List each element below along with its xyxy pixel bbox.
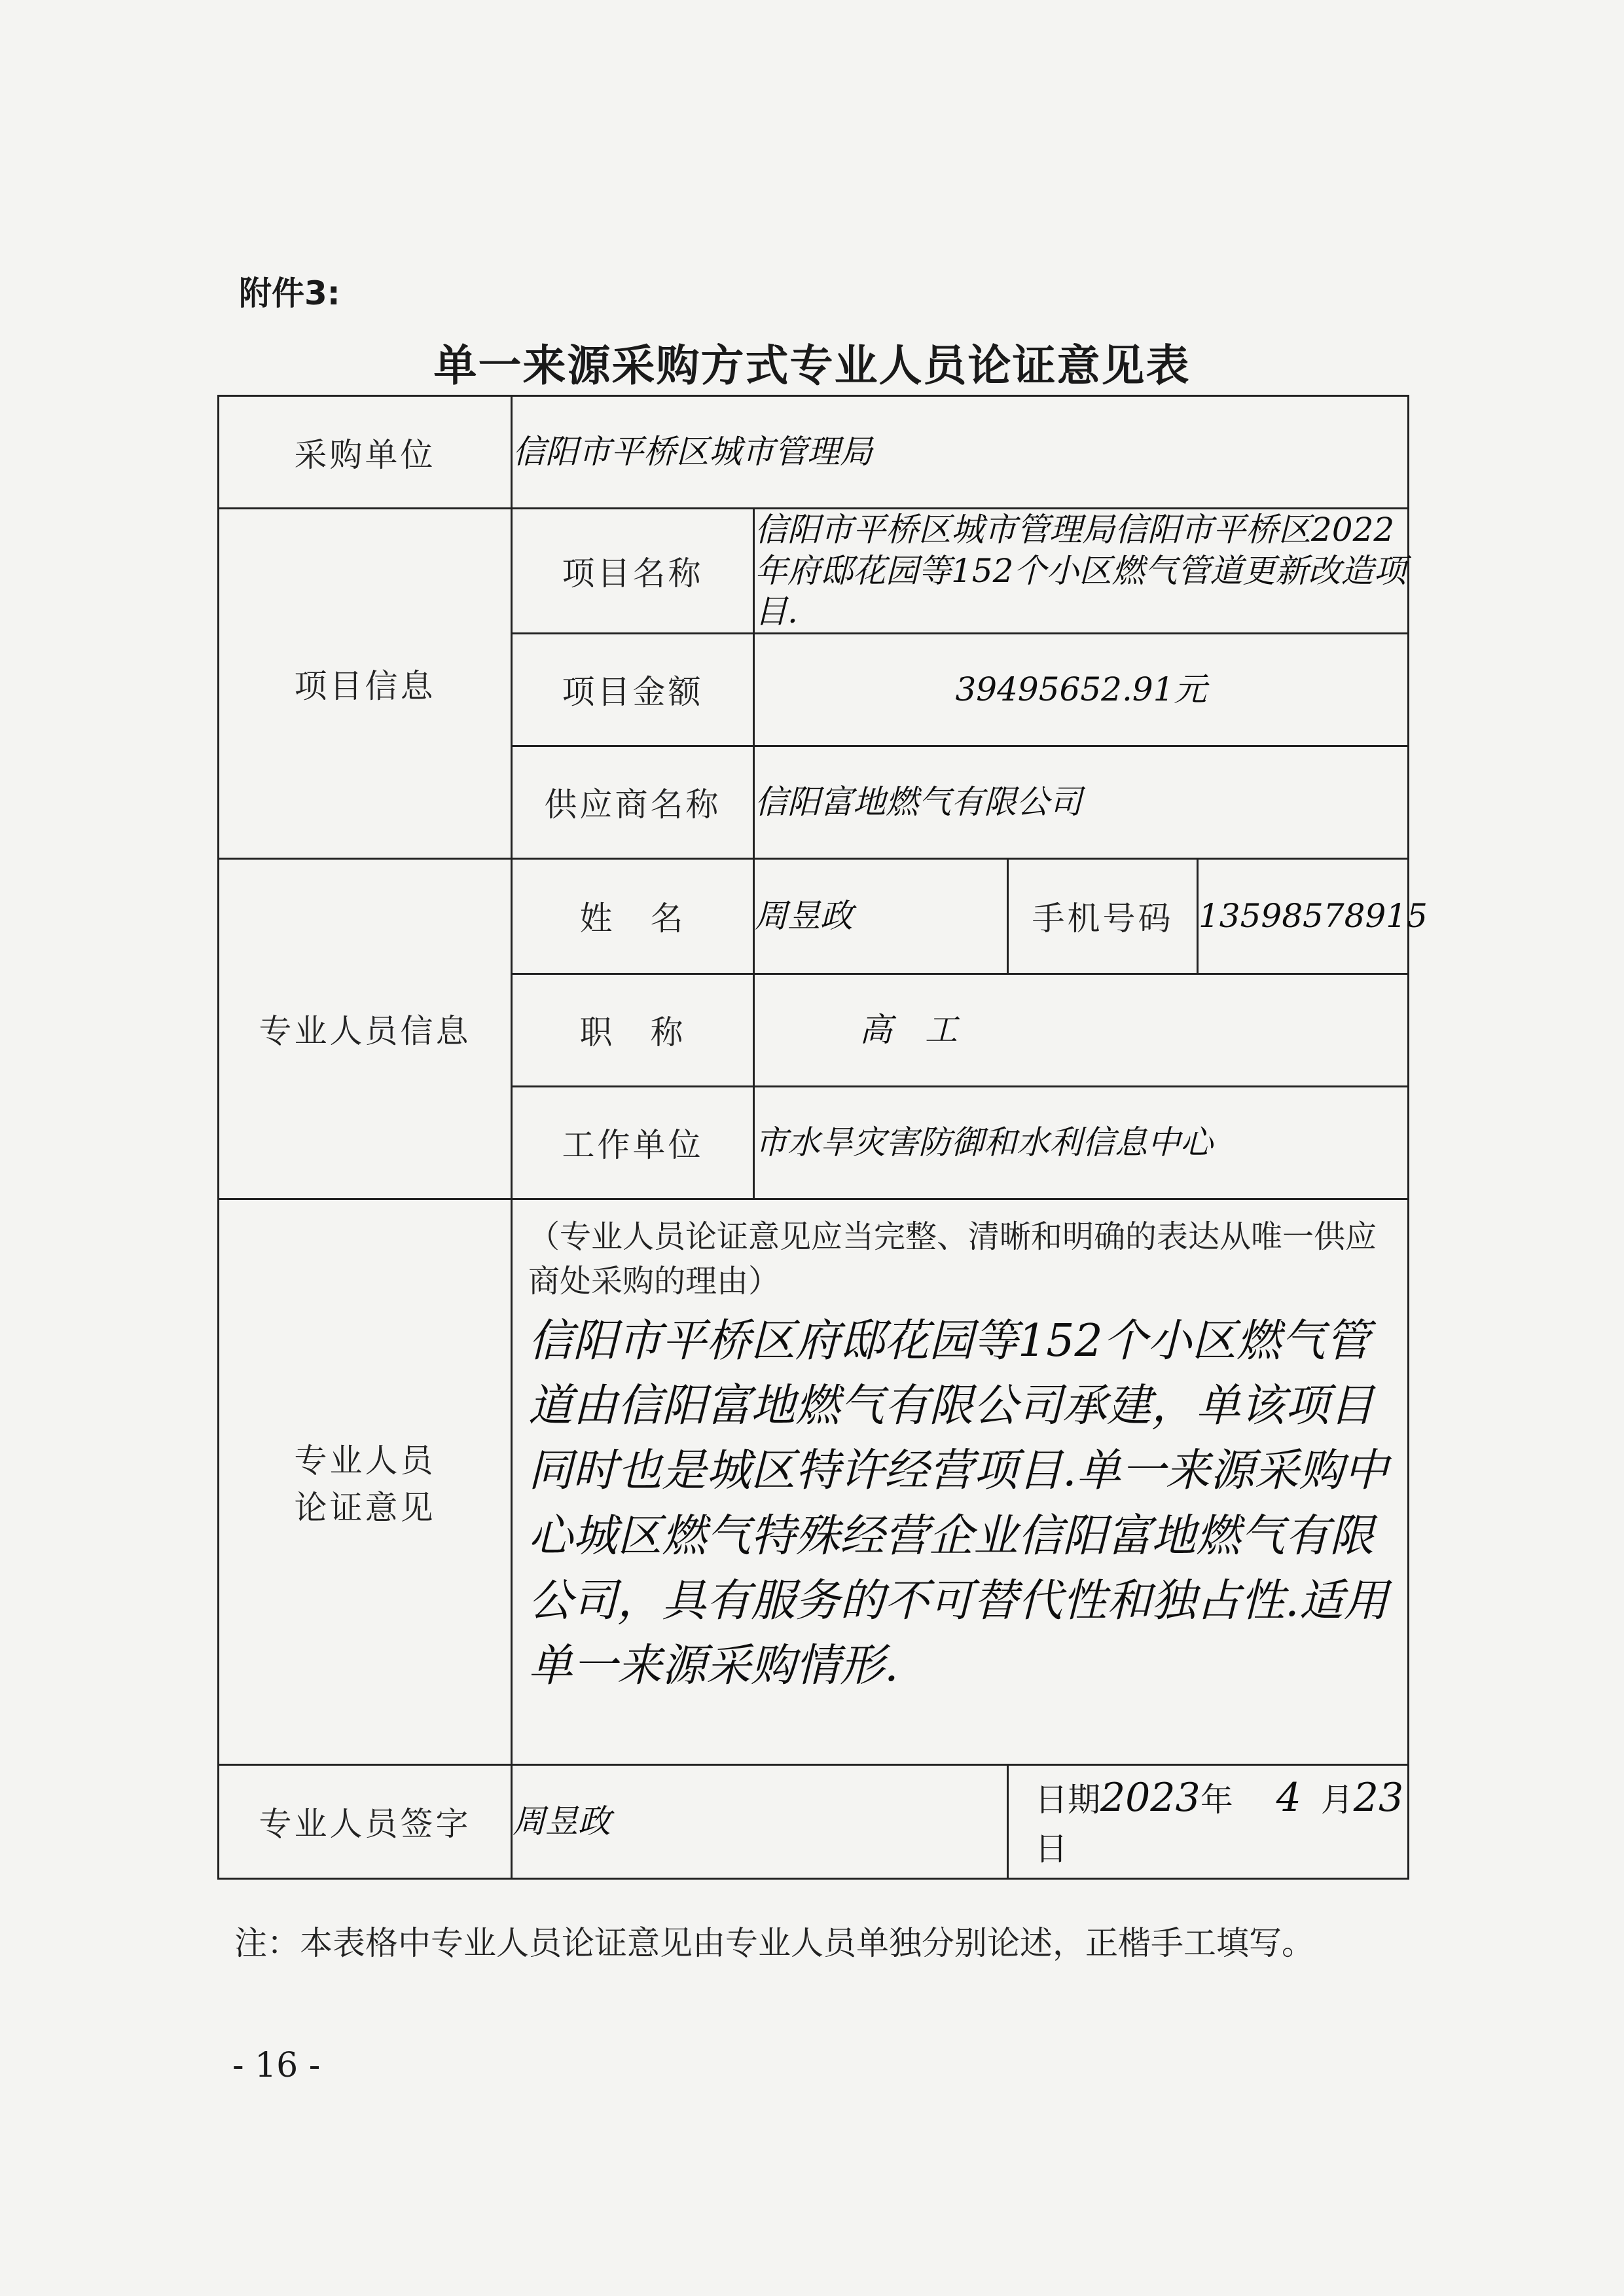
opinion-form-table [217,395,1428,1880]
attachment-label: 附件3: [239,274,340,312]
date-day: 23 [1353,1774,1404,1821]
opinion-hint: （专业人员论证意见应当完整、清晰和明确的表达从唯一供应商处采购的理由） [528,1218,1377,1300]
form-title: 单一来源采购方式专业人员论证意见表 [433,340,1191,391]
project-amount-value: 39495652.91元 [754,633,1409,746]
purchaser-value: 信阳市平桥区城市管理局 [512,396,1409,509]
project-name-label: 项目名称 [512,509,754,634]
date-day-unit: 日 [1035,1829,1068,1868]
date-year-unit: 年 [1200,1780,1233,1819]
opinion-text: 信阳市平桥区府邸花园等152个小区燃气管道由信阳富地燃气有限公司承建，单该项目同时也是城区特许经营项目.单一来源采购中心城区燃气特殊经营企业信阳富地燃气有限公司，具有服务的不可替代性和独占性.适用单一来源采购情形. [528,1315,1388,1692]
opinion-label-line1: 专业人员 [294,1442,436,1480]
page-number: - 16 - [232,2046,321,2085]
title-value: 高 工 [754,974,1409,1086]
date-month-unit: 月 [1320,1780,1354,1819]
signature-label: 专业人员签字 [219,1764,512,1878]
project-amount-label: 项目金额 [512,633,754,746]
date-year: 2023 [1100,1774,1200,1821]
opinion-cell [512,1199,1409,1764]
project-name-value: 信阳市平桥区城市管理局信阳市平桥区2022年府邸花园等152个小区燃气管道更新改造项目. [754,509,1409,634]
phone-label: 手机号码 [1008,858,1198,974]
expert-info-label: 专业人员信息 [219,858,512,1199]
footnote: 注：本表格中专业人员论证意见由专业人员单独分别论述，正楷手工填写。 [234,1924,1314,1962]
supplier-label: 供应商名称 [512,746,754,858]
workplace-label: 工作单位 [512,1086,754,1199]
opinion-label [219,1199,512,1764]
phone-value: 13598578915 [1198,858,1409,974]
date-month: 4 [1276,1774,1301,1821]
project-info-label: 项目信息 [219,509,512,859]
name-label: 姓 名 [512,858,754,974]
opinion-label-line2: 论证意见 [294,1489,436,1527]
date-prefix: 日期 [1035,1780,1100,1819]
workplace-value: 市水旱灾害防御和水利信息中心 [754,1086,1409,1199]
name-value: 周昱政 [754,858,1008,974]
supplier-value: 信阳富地燃气有限公司 [754,746,1409,858]
signature-value: 周昱政 [512,1764,1008,1878]
date-cell [1008,1764,1409,1878]
title-label: 职 称 [512,974,754,1086]
purchaser-label: 采购单位 [219,396,512,509]
